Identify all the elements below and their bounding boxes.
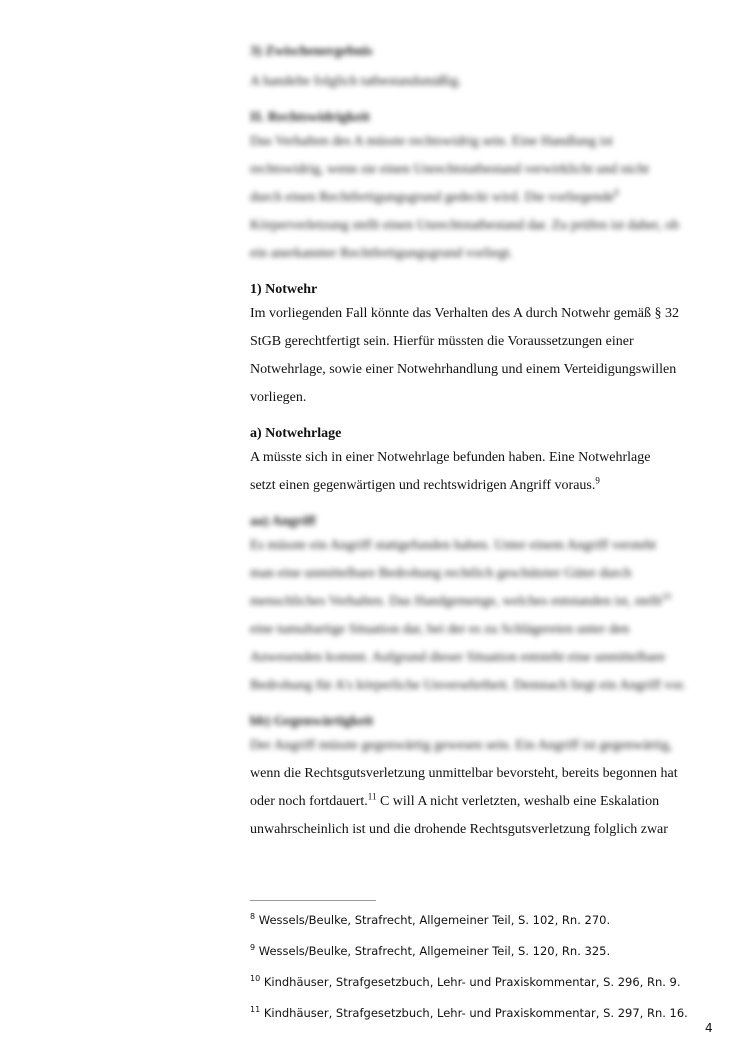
text-line: Bedrohung für A's körperliche Unversehrtheit. Demnach liegt ein Angriff vor. bbox=[250, 678, 686, 693]
footnote bbox=[250, 1005, 710, 1021]
heading-gegenwaertigkeit: bb) Gegenwärtigkeit bbox=[250, 714, 374, 729]
heading-rechtswidrigkeit: II. Rechtswidrigkeit bbox=[250, 110, 370, 125]
footnote-text: Kindhäuser, Strafgesetzbuch, Lehr- und Praxiskommentar, S. 296, Rn. 9. bbox=[263, 975, 681, 989]
text-line: Anwesenden kommt. Aufgrund dieser Situation entsteht eine unmittelbare bbox=[250, 650, 666, 665]
paragraph-gegenwaertigkeit bbox=[250, 732, 710, 844]
text-line: A müsste sich in einer Notwehrlage befunden haben. Eine Notwehrlage bbox=[250, 450, 651, 465]
paragraph-angriff bbox=[250, 532, 710, 700]
footnote-number: 9 bbox=[250, 943, 256, 953]
footnote-text: Kindhäuser, Strafgesetzbuch, Lehr- und Praxiskommentar, S. 297, Rn. 16. bbox=[263, 1006, 688, 1020]
heading-angriff: aa) Angriff bbox=[250, 514, 316, 529]
footnote bbox=[250, 943, 710, 959]
text-line: durch einen Rechtfertigungsgrund gedeckt wird. Die vorliegende$^8$ bbox=[250, 187, 619, 205]
text-line: man eine unmittelbare Bedrohung rechtlich geschützter Güter durch bbox=[250, 566, 632, 581]
footnote-ref: 10 bbox=[661, 591, 671, 602]
text-line: StGB gerechtfertigt sein. Hierfür müssten die Voraussetzungen einer bbox=[250, 334, 634, 349]
text-line: ein anerkannter Rechtfertigungsgrund vorliegt. bbox=[250, 246, 513, 261]
heading-zwischenergebnis: 3) Zwischenergebnis bbox=[250, 44, 373, 59]
text-line: Es müsste ein Angriff stattgefunden haben. Unter einem Angriff versteht bbox=[250, 538, 657, 553]
footnote-text: Wessels/Beulke, Strafrecht, Allgemeiner Teil, S. 120, Rn. 325. bbox=[258, 944, 611, 958]
footnote-text: Wessels/Beulke, Strafrecht, Allgemeiner Teil, S. 102, Rn. 270. bbox=[258, 913, 611, 927]
heading-notwehr: 1) Notwehr bbox=[250, 282, 318, 297]
text-line: menschliches Verhalten. Das Handgemenge, welches entstanden ist, stellt$^{10}$ bbox=[250, 591, 671, 609]
page-number: 4 bbox=[705, 1021, 713, 1035]
footnotes bbox=[250, 912, 710, 1036]
text-line: oder noch fortdauert.$^{11}$ C will A nicht verletzten, weshalb eine Eskalation bbox=[250, 791, 660, 809]
footnote bbox=[250, 912, 710, 928]
text-line: wenn die Rechtsgutsverletzung unmittelbar bevorsteht, bereits begonnen hat bbox=[250, 766, 678, 781]
text-line: Der Angriff müsste gegenwärtig gewesen sein. Ein Angriff ist gegenwärtig, bbox=[250, 738, 673, 753]
footnote-number: 10 bbox=[250, 974, 261, 984]
footnote bbox=[250, 974, 710, 990]
footnote-ref: 11 bbox=[367, 791, 377, 802]
text-line: eine tumultartige Situation dar, bei der es zu Schlägereien unter den bbox=[250, 622, 630, 637]
footnote-ref: 8 bbox=[614, 187, 619, 198]
text-line: Im vorliegenden Fall könnte das Verhalten des A durch Notwehr gemäß § 32 bbox=[250, 306, 679, 321]
text-line: Notwehrlage, sowie einer Notwehrhandlung und einem Verteidigungswillen bbox=[250, 362, 677, 377]
paragraph-zwischenergebnis: A handelte folglich tatbestandsmäßig. bbox=[250, 74, 462, 89]
text-line: Körperverletzung stellt einen Unrechtstatbestand dar. Zu prüfen ist daher, ob bbox=[250, 218, 680, 233]
paragraph-notwehr bbox=[250, 300, 710, 412]
footnote-number: 8 bbox=[250, 912, 256, 922]
text-line: rechtswidrig, wenn sie einen Unrechtstatbestand verwirklicht und nicht bbox=[250, 162, 649, 177]
footnote-number: 11 bbox=[250, 1005, 261, 1015]
text-line: setzt einen gegenwärtigen und rechtswidrigen Angriff voraus.$^9$ bbox=[250, 475, 600, 493]
text-line: Das Verhalten des A müsste rechtswidrig sein. Eine Handlung ist bbox=[250, 134, 613, 149]
footnote-ref: 9 bbox=[595, 475, 600, 486]
footnote-separator bbox=[250, 900, 376, 901]
paragraph-rechtswidrigkeit bbox=[250, 128, 710, 268]
main-text bbox=[250, 42, 710, 844]
text-line: vorliegen. bbox=[250, 390, 307, 405]
text-line: unwahrscheinlich ist und die drohende Rechtsgutsverletzung folglich zwar bbox=[250, 822, 668, 837]
paragraph-notwehrlage bbox=[250, 444, 710, 500]
heading-notwehrlage: a) Notwehrlage bbox=[250, 426, 342, 441]
